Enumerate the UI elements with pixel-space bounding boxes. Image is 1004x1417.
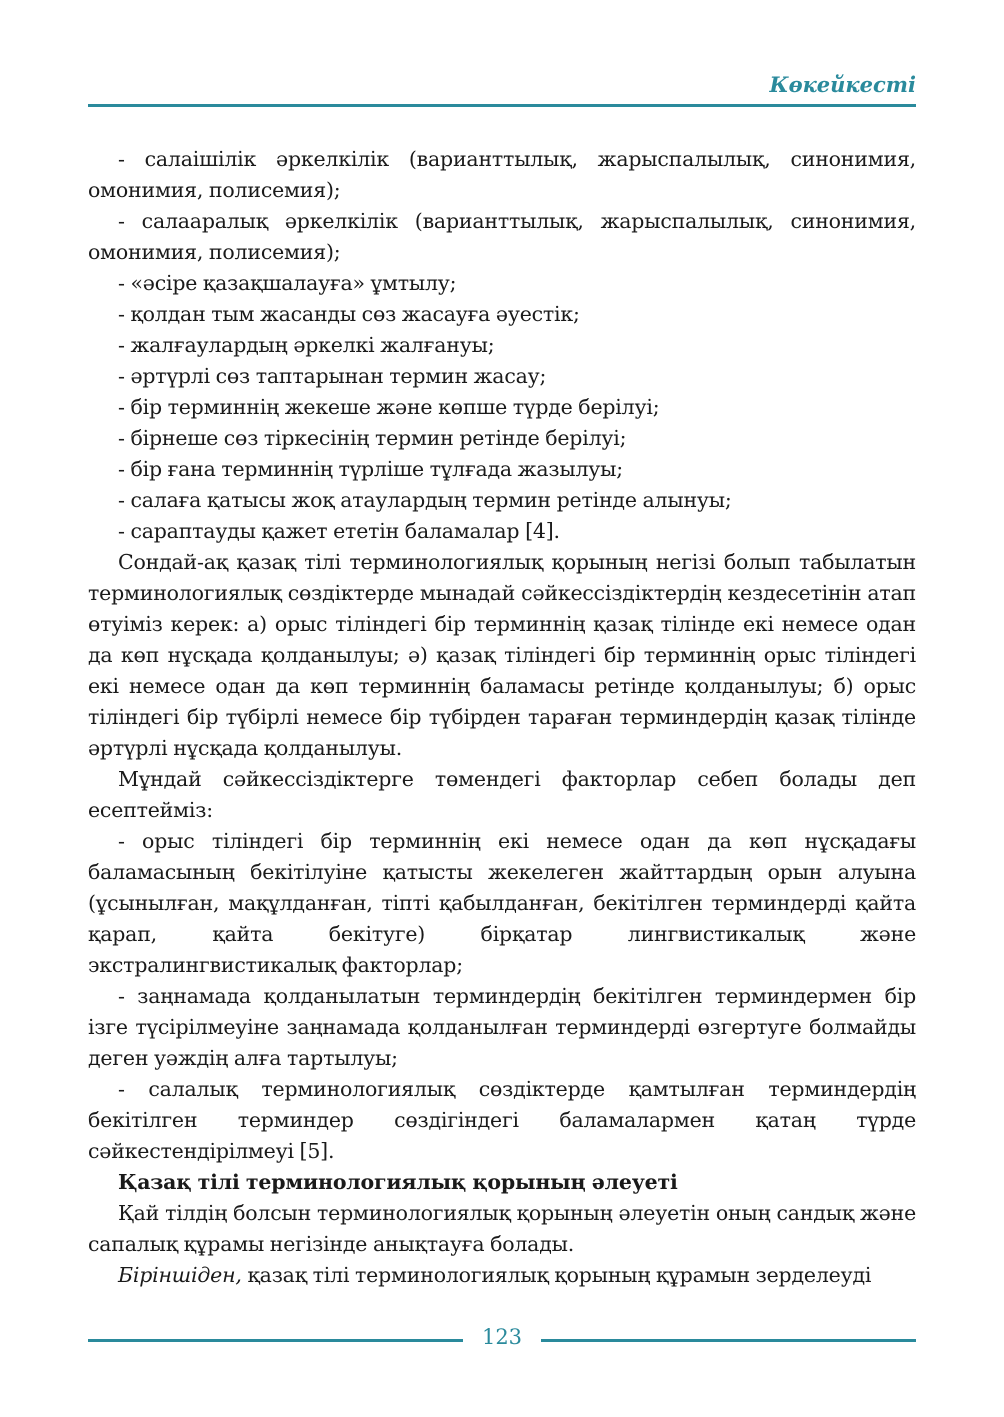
list-item: - «әсіре қазақшалауға» ұмтылу;: [118, 271, 457, 295]
body-paragraph: [88, 1260, 916, 1291]
header-divider: [88, 104, 916, 107]
list-item: - бірнеше сөз тіркесінің термин ретінде берілуі;: [118, 426, 627, 450]
list-item: - салааралық әркелкілік (варианттылық, жарыспалылық, синонимия, омонимия, полисемия);: [88, 209, 916, 264]
list-item: - сараптауды қажет ететін баламалар [4].: [118, 519, 560, 543]
list-item: - әртүрлі сөз таптарынан термин жасау;: [118, 364, 547, 388]
running-header-title: Көкейкесті: [769, 72, 916, 97]
list-item: - салаға қатысы жоқ атаулардың термин ретінде алынуы;: [118, 488, 732, 512]
factor-list-item: - орыс тіліндегі бір терминнің екі немесе одан да көп нұсқадағы баламасының бекітілуіне қатысты жекелеген жайттардың орын алуына (ұсынылған, мақұлданған, тіпті қабылданған, бекітілген терминдерді қайта қарап, қайта бекітуге) бірқатар лингвистикалық және экстралингвистикалық факторлар;: [88, 829, 916, 977]
body-paragraph: Мұндай сәйкессіздіктерге төмендегі факторлар себеп болады деп есептейміз:: [88, 767, 916, 822]
body-paragraph: Сондай-ақ қазақ тілі терминологиялық қорының негізі болып табылатын терминологиялық сөздіктерде мынадай сәйкессіздіктердің кездесетінін атап өтуіміз керек: а) орыс тіліндегі бір терминнің қазақ тілінде екі немесе одан да көп нұсқада қолданылуы; ә) қазақ тіліндегі бір терминнің орыс тіліндегі екі немесе одан да көп терминнің баламасы ретінде қолданылуы; б) орыс тіліндегі бір түбірлі немесе бір түбірден тараған терминдердің қазақ тілінде әртүрлі нұсқада қолданылуы.: [88, 550, 916, 760]
footer-divider-left: [88, 1339, 463, 1342]
list-item: - жалғаулардың әркелкі жалғануы;: [118, 333, 495, 357]
article-body: [88, 144, 916, 1291]
factor-list-item: - салалық терминологиялық сөздіктерде қамтылған терминдердің бекітілген терминдер сөздігіндегі баламалармен қатаң түрде сәйкестендірілмеуі [5].: [88, 1077, 916, 1163]
list-item: - бір терминнің жекеше және көпше түрде берілуі;: [118, 395, 660, 419]
page-number: 123: [481, 1325, 523, 1349]
list-item: - бір ғана терминнің түрліше тұлғада жазылуы;: [118, 457, 623, 481]
list-item: - салаішілік әркелкілік (варианттылық, жарыспалылық, синонимия, омонимия, полисемия);: [88, 147, 916, 202]
footer-divider-right: [541, 1339, 916, 1342]
italic-lead: Біріншіден,: [118, 1263, 242, 1287]
section-heading: Қазақ тілі терминологиялық қорының әлеуеті: [118, 1170, 678, 1194]
list-item: - қолдан тым жасанды сөз жасауға әуестік;: [118, 302, 580, 326]
body-paragraph: Қай тілдің болсын терминологиялық қорының әлеуетін оның сандық және сапалық құрамы негізінде анықтауға болады.: [88, 1201, 916, 1256]
factor-list-item: - заңнамада қолданылатын терминдердің бекітілген терминдермен бір ізге түсірілмеуіне заңнамада қолданылған терминдерді өзгертуге болмайды деген уәждің алға тартылуы;: [88, 984, 916, 1070]
paragraph-text: қазақ тілі терминологиялық қорының құрамын зерделеуді: [241, 1263, 872, 1287]
